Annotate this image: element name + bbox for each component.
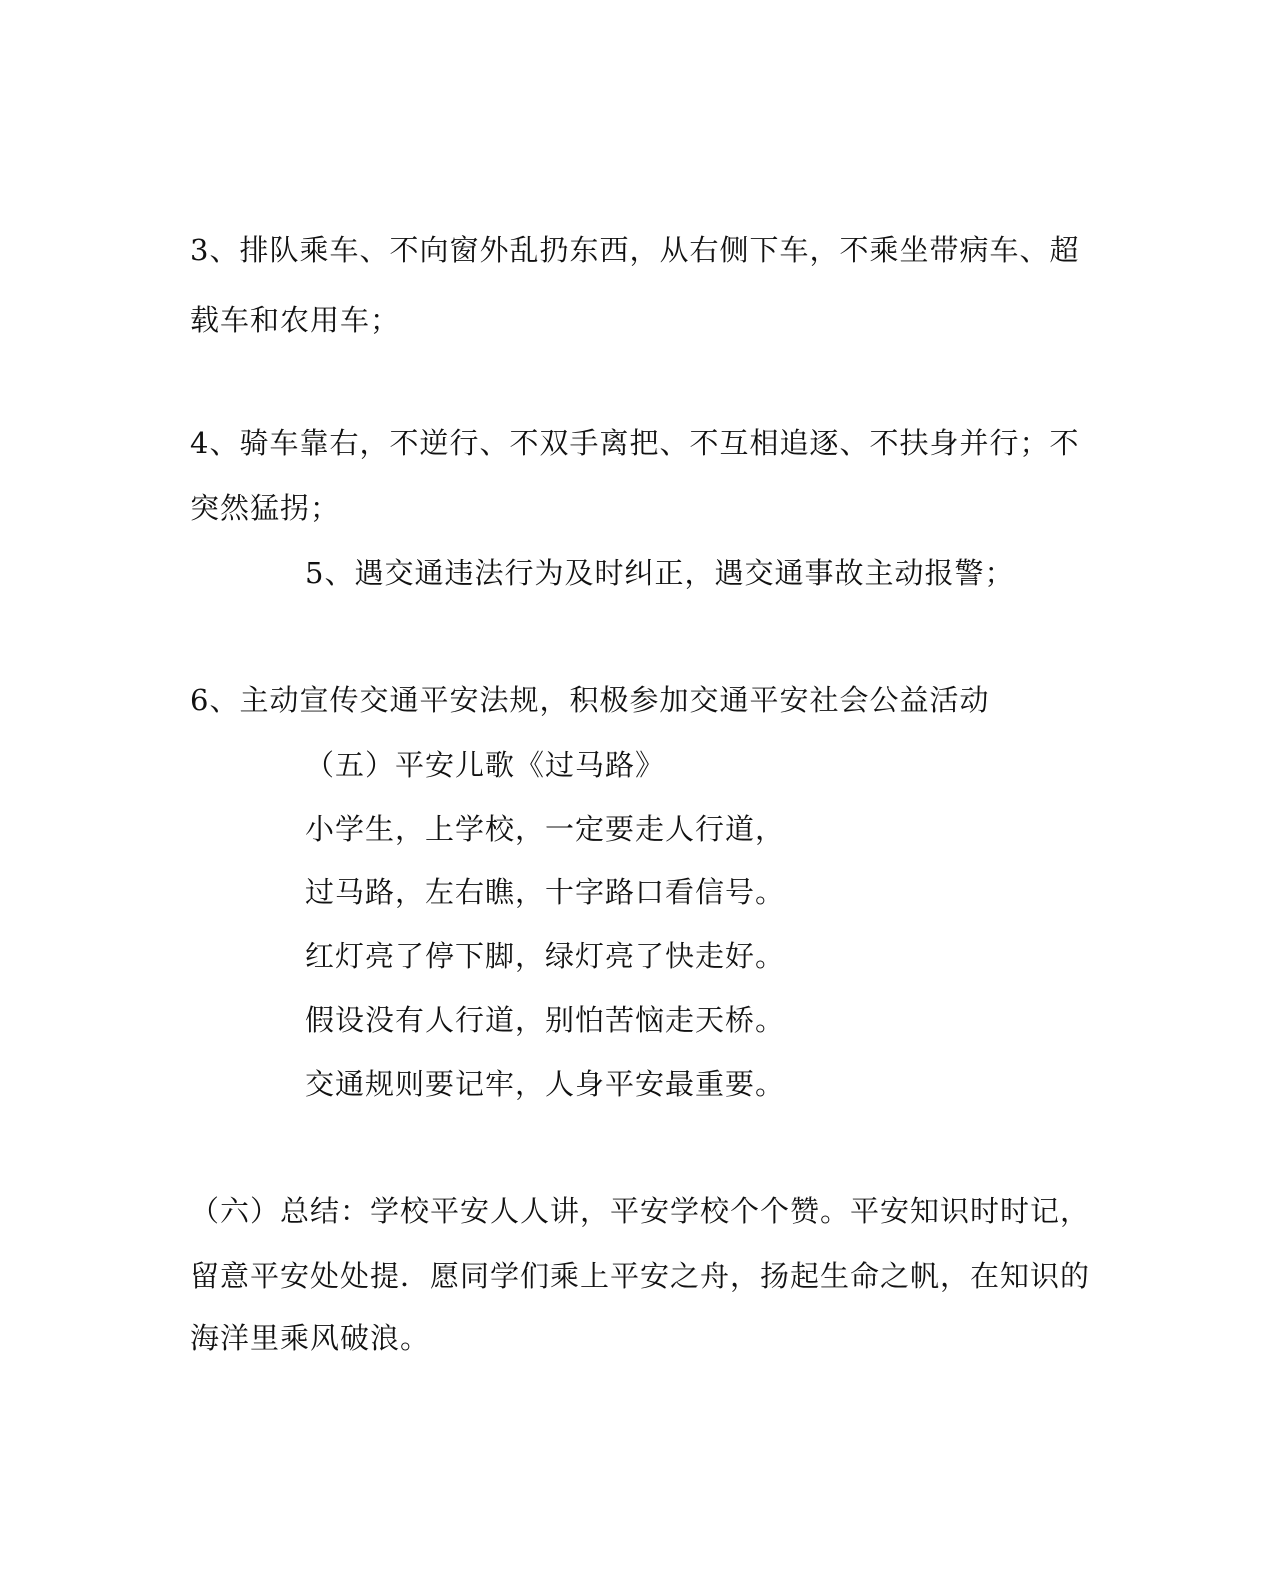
summary-line-1: （六）总结：学校平安人人讲，平安学校个个赞。平安知识时时记， (190, 1194, 1091, 1228)
song-title: （五）平安儿歌《过马路》 (305, 748, 666, 782)
song-line: 小学生，上学校，一定要走人行道， (305, 812, 786, 846)
item-3-line-2: 载车和农用车； (190, 303, 401, 337)
item-6: 6、主动宣传交通平安法规，积极参加交通平安社会公益活动 (190, 683, 990, 717)
song-line: 假设没有人行道，别怕苦恼走天桥。 (305, 1003, 786, 1037)
summary-line-3: 海洋里乘风破浪。 (190, 1321, 431, 1355)
song-line: 过马路，左右瞧，十字路口看信号。 (305, 875, 786, 909)
item-3-line-1: 3、排队乘车、不向窗外乱扔东西，从右侧下车，不乘坐带病车、超 (190, 233, 1080, 267)
song-line: 交通规则要记牢，人身平安最重要。 (305, 1067, 786, 1101)
item-4-line-2: 突然猛拐； (190, 491, 341, 525)
song-line: 红灯亮了停下脚，绿灯亮了快走好。 (305, 939, 786, 973)
item-5: 5、遇交通违法行为及时纠正，遇交通事故主动报警； (305, 556, 1015, 590)
item-4-line-1: 4、骑车靠右，不逆行、不双手离把、不互相追逐、不扶身并行；不 (190, 426, 1080, 460)
summary-line-2: 留意平安处处提．愿同学们乘上平安之舟，扬起生命之帆，在知识的 (190, 1259, 1091, 1293)
